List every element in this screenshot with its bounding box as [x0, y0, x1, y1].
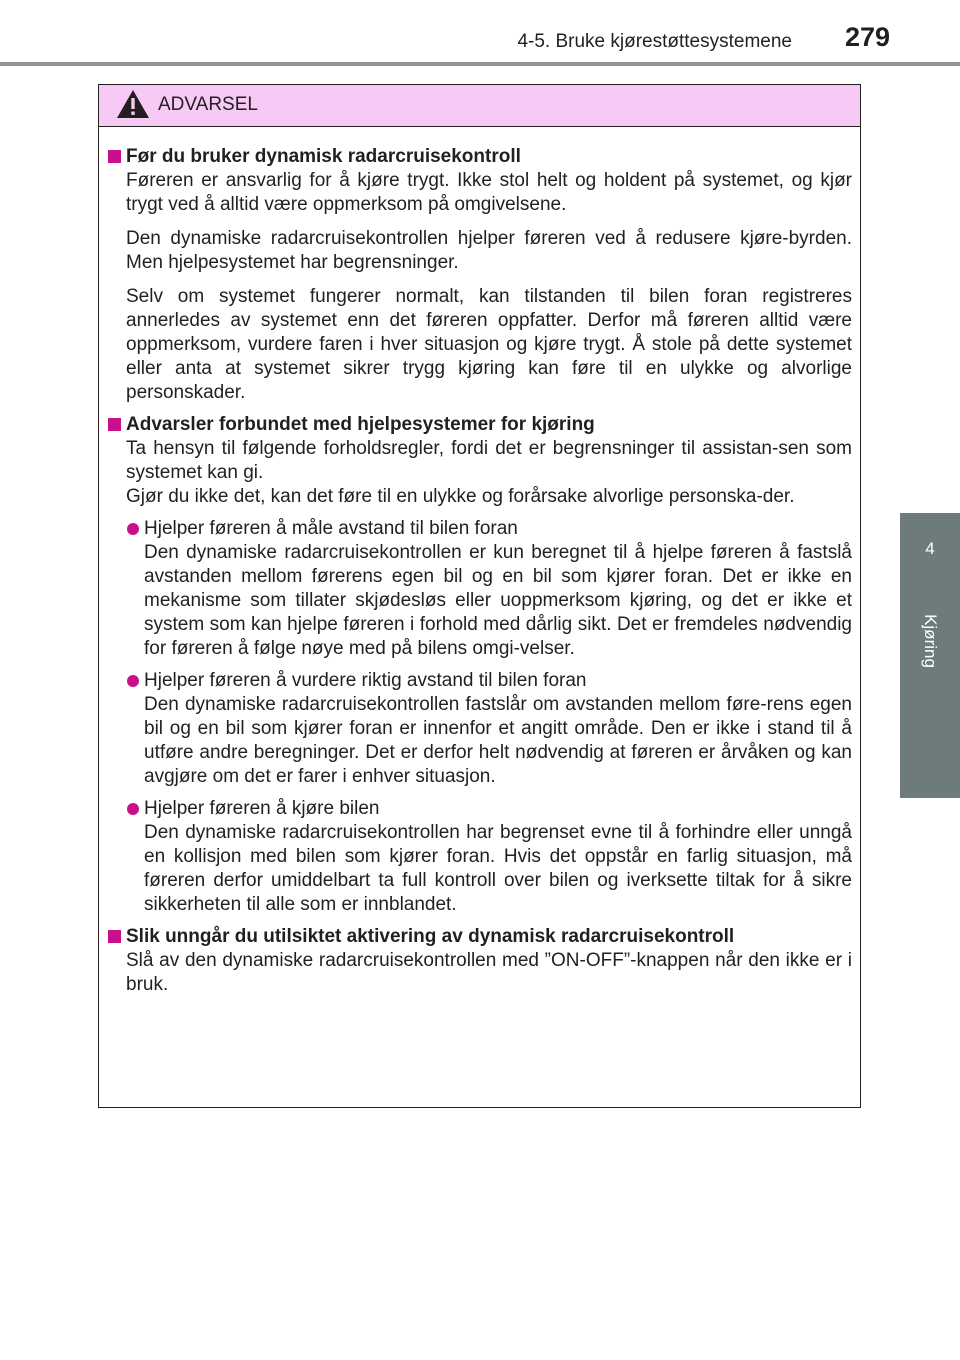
bullet-dot-icon	[127, 803, 139, 815]
bullet-title: Hjelper føreren å måle avstand til bilen foran	[144, 518, 518, 539]
section-heading-before-use: Før du bruker dynamisk radarcruisekontroll	[107, 145, 852, 169]
bullet-title: Hjelper føreren å kjøre bilen	[144, 798, 380, 819]
chapter-label: Kjøring	[921, 614, 940, 668]
page-number: 279	[844, 22, 890, 52]
list-item	[107, 517, 852, 661]
warning-title: ADVARSEL	[158, 94, 258, 115]
chapter-number: 4	[925, 539, 935, 558]
section-heading-driving-assist-warnings: Advarsler forbundet med hjelpesystemer for kjøring	[107, 413, 852, 437]
warning-header	[99, 85, 860, 127]
section-square-icon	[108, 150, 121, 163]
bullet-dot-icon	[127, 675, 139, 687]
paragraph: Den dynamiske radarcruisekontrollen hjelper føreren ved å redusere kjøre-byrden. Men hjelpesystemet har begrensninger.	[126, 228, 852, 273]
warning-box	[98, 84, 861, 1108]
bullet-text: Den dynamiske radarcruisekontrollen er kun beregnet til å hjelpe føreren å fastslå avstanden mellom førerens egen bil og en bil som kjører foran. Det er ikke en mekanisme som tillater skjødesløs eller uoppmerksom kjøring, og det er ikke et system som kan hjelpe føreren i forhold med dårlig sikt. Det er fremdeles nødvendig for føreren å følge nøye med på bilens omgi-velser.	[144, 542, 852, 659]
list-item	[107, 669, 852, 789]
section-square-icon	[108, 930, 121, 943]
paragraph: Ta hensyn til følgende forholdsregler, fordi det er begrensninger til assistan-sen som systemet kan gi.	[126, 438, 852, 483]
bullet-text: Den dynamiske radarcruisekontrollen fastslår om avstanden mellom føre-rens egen bil og en bil som kjører foran er innenfor et angitt område. Den er ikke i stand til å utføre andre beregninger. Det er derfor helt nødvendig at føreren er årvåken og kan avgjøre om det er farer i enhver situasjon.	[144, 694, 852, 787]
paragraph: Selv om systemet fungerer normalt, kan tilstanden til bilen foran registreres annerledes av systemet enn det føreren oppfatter. Derfor må føreren alltid være oppmerksom, vurdere faren i hver situasjon og kjøre trygt. Å stole på dette systemet eller anta at systemet sikrer trygg kjøring kan føre til en ulykke og alvorlige personskader.	[126, 286, 852, 403]
bullet-title: Hjelper føreren å vurdere riktig avstand til bilen foran	[144, 670, 587, 691]
warning-triangle-icon	[116, 89, 150, 119]
paragraph: Føreren er ansvarlig for å kjøre trygt. Ikke stol helt og holdent på systemet, og kjør trygt ved å alltid være oppmerksom på omgivelsene.	[126, 170, 852, 215]
section-heading-avoid-activation: Slik unngår du utilsiktet aktivering av dynamisk radarcruisekontroll	[107, 925, 852, 949]
warning-body	[99, 127, 860, 997]
list-item	[107, 797, 852, 917]
bullet-dot-icon	[127, 523, 139, 535]
paragraph: Slå av den dynamiske radarcruisekontrollen med ”ON-OFF”-knappen når den ikke er i bruk.	[126, 950, 852, 995]
section-title: 4-5. Bruke kjørestøttesystemene	[517, 31, 792, 52]
chapter-tab	[900, 513, 960, 798]
section-square-icon	[108, 418, 121, 431]
bullet-text: Den dynamiske radarcruisekontrollen har begrenset evne til å forhindre eller unngå en kollisjon med bilen som kjører foran. Hvis det oppstår en farlig situasjon, må føreren derfor umiddelbart ta full kontroll over bilen og iverksette tiltak for å sikre sikkerheten til alle som er innblandet.	[144, 822, 852, 915]
paragraph: Gjør du ikke det, kan det føre til en ulykke og forårsake alvorlige personska-der.	[126, 486, 795, 507]
header-divider	[0, 62, 960, 66]
